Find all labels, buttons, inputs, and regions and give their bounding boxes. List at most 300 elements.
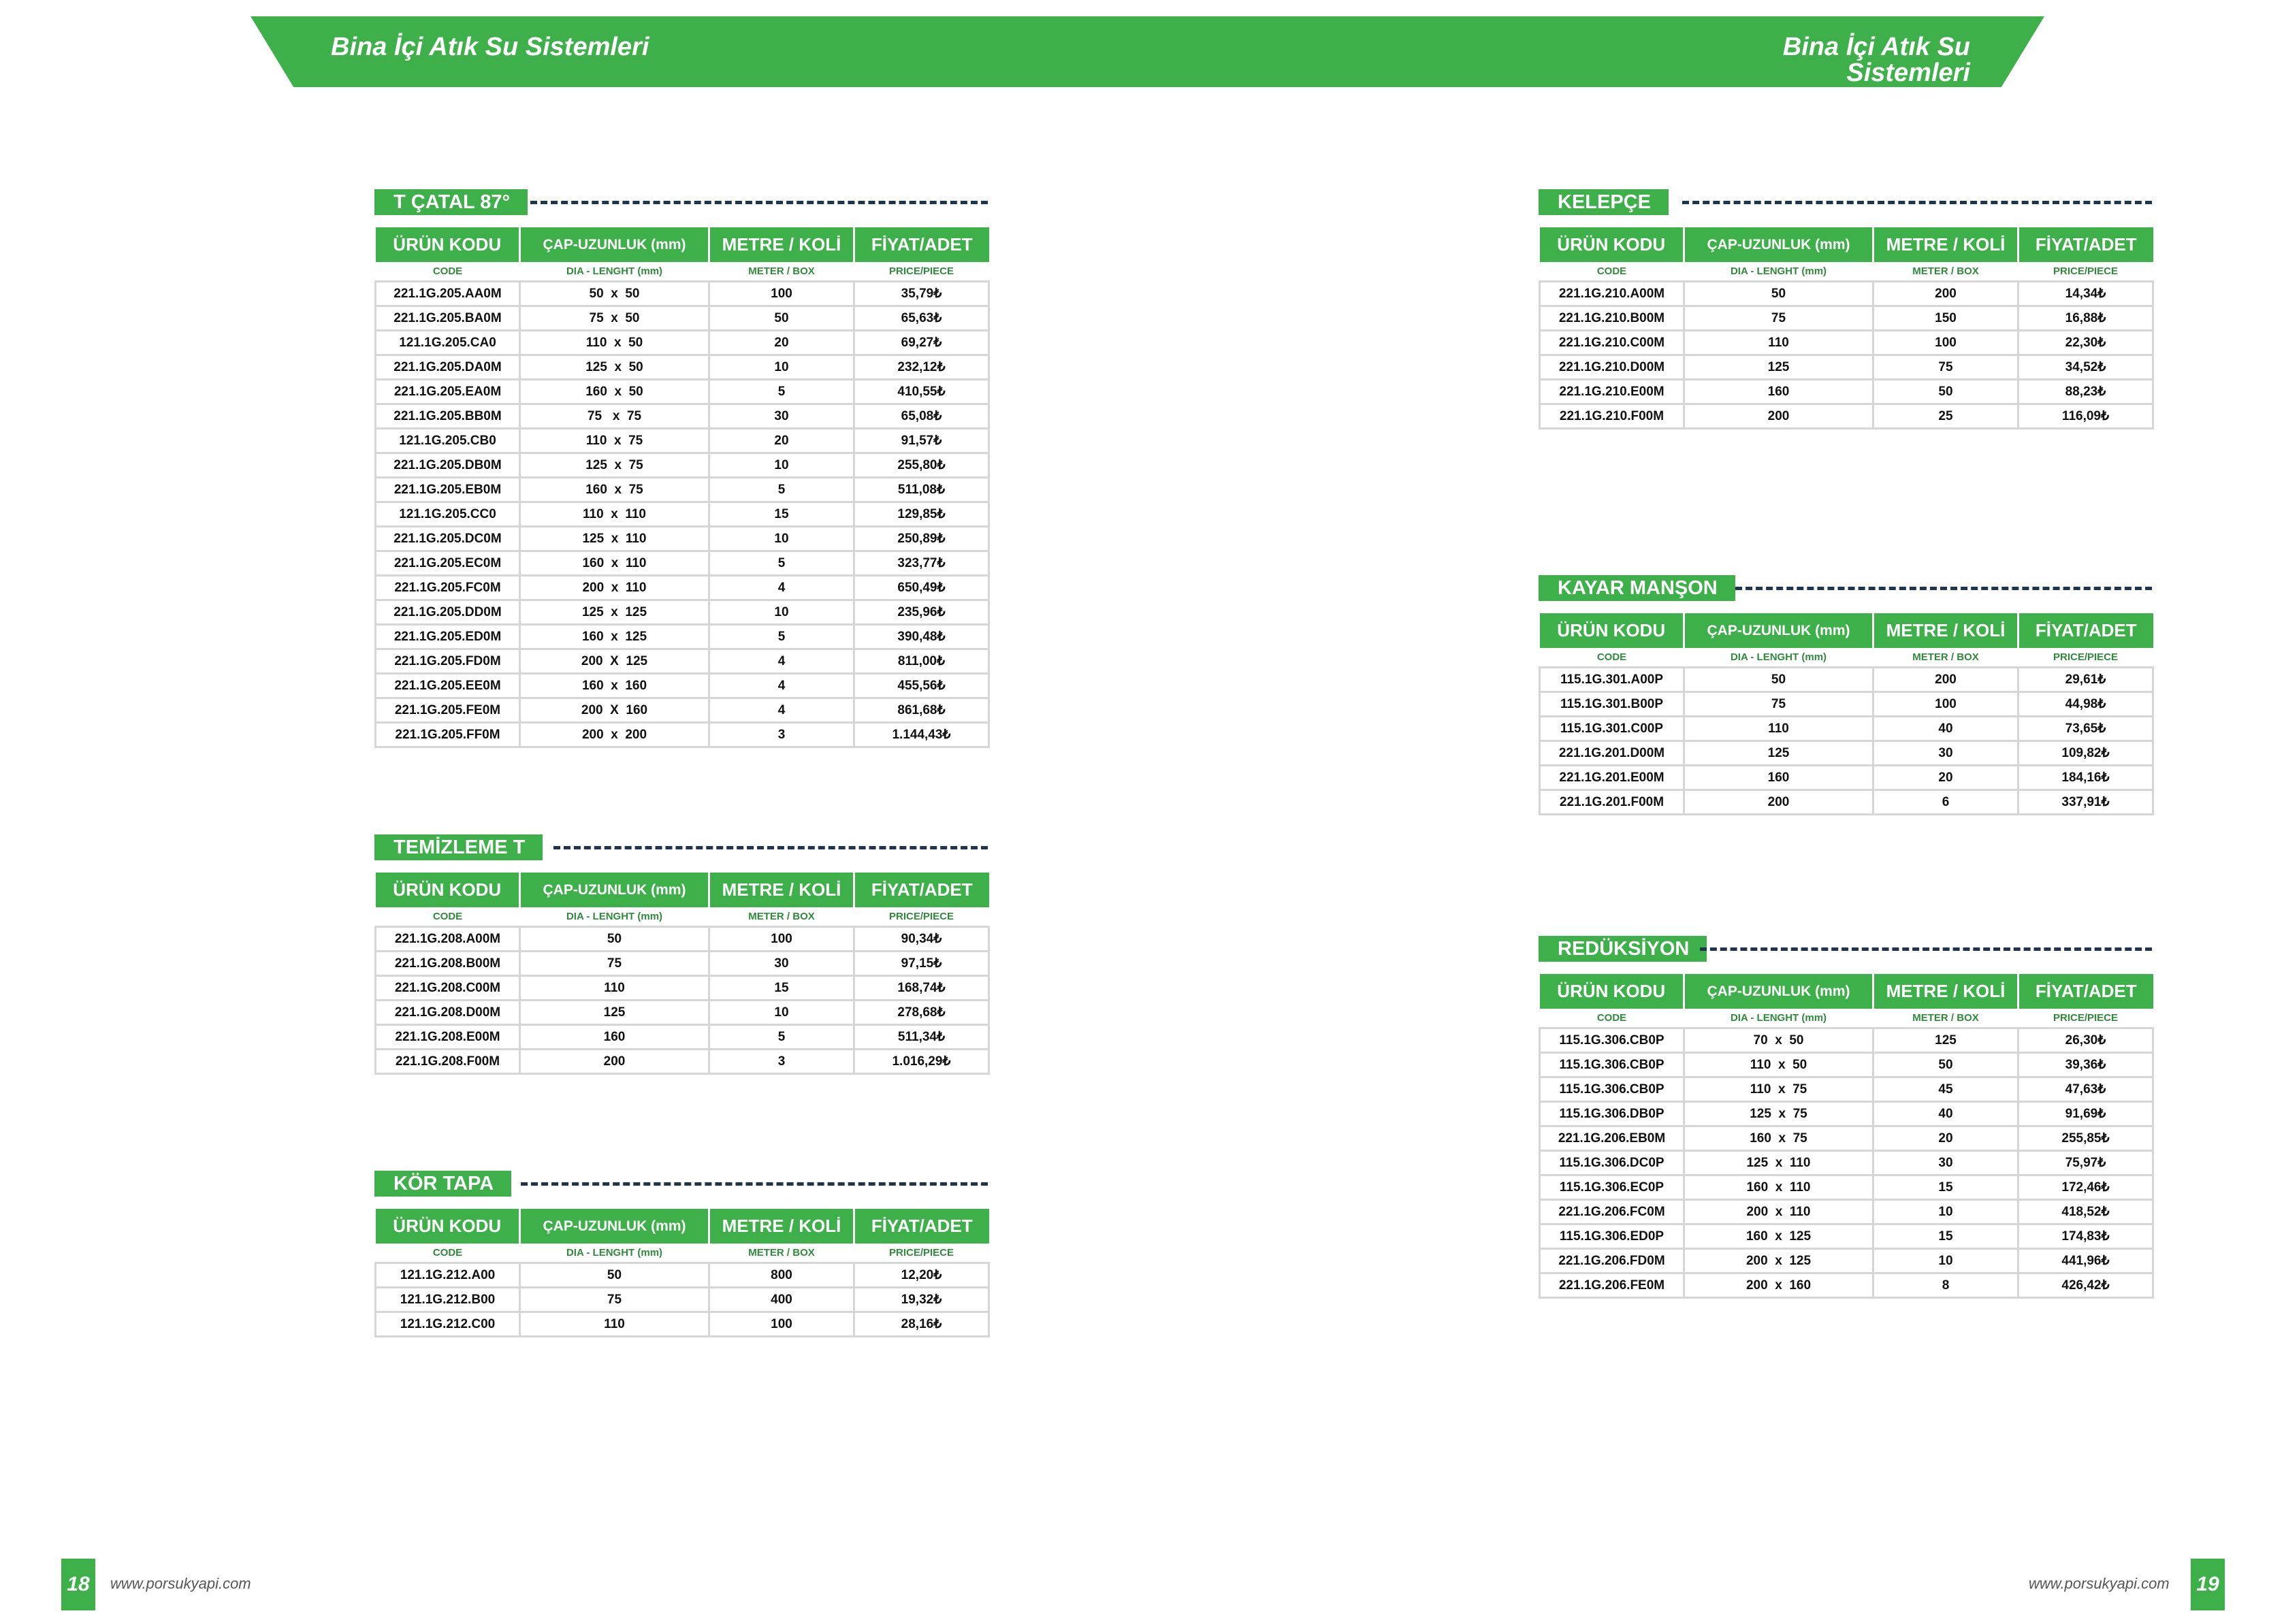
- price-table: [1539, 613, 2154, 815]
- cell-product-code: 221.1G.208.F00M: [376, 1050, 520, 1074]
- cell-price: 426,42₺: [2018, 1273, 2153, 1298]
- cell-meter-box: 10: [709, 1001, 854, 1025]
- table-row: [1540, 1126, 2153, 1151]
- subheader-price: PRICE/PIECE: [854, 907, 989, 927]
- cell-meter-box: 5: [709, 380, 854, 404]
- cell-product-code: 221.1G.201.E00M: [1540, 766, 1684, 790]
- header-row: [1540, 227, 2153, 262]
- website-url-left[interactable]: www.porsukyapi.com: [110, 1575, 251, 1592]
- subheader-price: PRICE/PIECE: [2018, 1009, 2153, 1028]
- subheader-dia-length: DIA - LENGHT (mm): [520, 262, 709, 282]
- cell-price: 65,63₺: [854, 306, 989, 331]
- cell-meter-box: 30: [709, 952, 854, 976]
- column-header-code: ÜRÜN KODU: [376, 227, 520, 262]
- cell-price: 14,34₺: [2018, 282, 2153, 306]
- table-row: [376, 453, 989, 478]
- cell-price: 1.144,43₺: [854, 723, 989, 747]
- cell-price: 22,30₺: [2018, 331, 2153, 355]
- cell-product-code: 221.1G.208.B00M: [376, 952, 520, 976]
- table-row: [1540, 1077, 2153, 1102]
- column-header-dia-length: ÇAP-UZUNLUK (mm): [520, 227, 709, 262]
- column-header-price: FİYAT/ADET: [854, 227, 989, 262]
- section-title: KÖR TAPA: [374, 1171, 511, 1197]
- cell-product-code: 221.1G.205.ED0M: [376, 625, 520, 649]
- cell-price: 337,91₺: [2018, 790, 2153, 815]
- cell-meter-box: 5: [709, 478, 854, 502]
- column-header-price: FİYAT/ADET: [2018, 974, 2153, 1009]
- table-row: [1540, 306, 2153, 331]
- column-header-meter-box: METRE / KOLİ: [1873, 227, 2018, 262]
- cell-product-code: 221.1G.205.EB0M: [376, 478, 520, 502]
- cell-dia-length: 125: [1684, 355, 1873, 380]
- subheader-code: CODE: [376, 907, 520, 927]
- table-row: [376, 674, 989, 698]
- cell-price: 250,89₺: [854, 527, 989, 551]
- subheader-dia-length: DIA - LENGHT (mm): [1684, 1009, 1873, 1028]
- column-header-price: FİYAT/ADET: [2018, 227, 2153, 262]
- section-title: TEMİZLEME T: [374, 834, 543, 860]
- subheader-price: PRICE/PIECE: [854, 262, 989, 282]
- cell-price: 811,00₺: [854, 649, 989, 674]
- table-row: [1540, 404, 2153, 429]
- cell-dia-length: 110: [1684, 717, 1873, 741]
- cell-product-code: 121.1G.205.CC0: [376, 502, 520, 527]
- cell-meter-box: 100: [1873, 692, 2018, 717]
- cell-product-code: 221.1G.205.FF0M: [376, 723, 520, 747]
- cell-price: 235,96₺: [854, 600, 989, 625]
- table-row: [376, 952, 989, 976]
- cell-meter-box: 100: [1873, 331, 2018, 355]
- cell-product-code: 221.1G.210.F00M: [1540, 404, 1684, 429]
- cell-product-code: 221.1G.205.EC0M: [376, 551, 520, 576]
- cell-dia-length: 125 x 75: [520, 453, 709, 478]
- cell-meter-box: 100: [709, 927, 854, 952]
- cell-meter-box: 15: [1873, 1224, 2018, 1249]
- dashed-divider: [1700, 947, 2152, 951]
- cell-product-code: 115.1G.301.B00P: [1540, 692, 1684, 717]
- cell-product-code: 121.1G.205.CB0: [376, 429, 520, 453]
- cell-product-code: 221.1G.205.FD0M: [376, 649, 520, 674]
- cell-product-code: 121.1G.212.B00: [376, 1288, 520, 1312]
- table-row: [376, 1312, 989, 1337]
- cell-price: 441,96₺: [2018, 1249, 2153, 1273]
- cell-price: 75,97₺: [2018, 1151, 2153, 1175]
- page-title-left: Bina İçi Atık Su Sistemleri: [331, 33, 649, 61]
- dashed-divider: [530, 201, 988, 204]
- cell-meter-box: 800: [709, 1263, 854, 1288]
- cell-price: 65,08₺: [854, 404, 989, 429]
- cell-dia-length: 50: [1684, 668, 1873, 692]
- cell-dia-length: 110 x 50: [520, 331, 709, 355]
- cell-dia-length: 200 X 160: [520, 698, 709, 723]
- cell-dia-length: 160: [1684, 766, 1873, 790]
- cell-product-code: 221.1G.205.BB0M: [376, 404, 520, 429]
- cell-meter-box: 150: [1873, 306, 2018, 331]
- table-row: [376, 478, 989, 502]
- cell-meter-box: 30: [1873, 741, 2018, 766]
- cell-dia-length: 110: [520, 1312, 709, 1337]
- column-header-code: ÜRÜN KODU: [1540, 227, 1684, 262]
- cell-dia-length: 160 x 75: [1684, 1126, 1873, 1151]
- cell-product-code: 221.1G.205.DB0M: [376, 453, 520, 478]
- section-title: REDÜKSİYON: [1539, 936, 1707, 962]
- cell-price: 390,48₺: [854, 625, 989, 649]
- subheader-code: CODE: [376, 262, 520, 282]
- cell-dia-length: 200: [1684, 404, 1873, 429]
- cell-meter-box: 30: [709, 404, 854, 429]
- cell-meter-box: 50: [1873, 1053, 2018, 1077]
- cell-meter-box: 20: [1873, 766, 2018, 790]
- table-row: [1540, 766, 2153, 790]
- subheader-row: [376, 907, 989, 927]
- cell-product-code: 221.1G.210.D00M: [1540, 355, 1684, 380]
- cell-dia-length: 50: [520, 1263, 709, 1288]
- cell-dia-length: 160 x 125: [520, 625, 709, 649]
- cell-meter-box: 100: [709, 282, 854, 306]
- section-reduksiyon: [1539, 936, 2152, 1299]
- subheader-code: CODE: [376, 1244, 520, 1263]
- subheader-meter-box: METER / BOX: [1873, 262, 2018, 282]
- cell-meter-box: 75: [1873, 355, 2018, 380]
- cell-meter-box: 30: [1873, 1151, 2018, 1175]
- section-header: [1539, 936, 2152, 962]
- cell-price: 69,27₺: [854, 331, 989, 355]
- cell-meter-box: 10: [709, 355, 854, 380]
- column-header-meter-box: METRE / KOLİ: [709, 873, 854, 907]
- cell-product-code: 115.1G.306.CB0P: [1540, 1053, 1684, 1077]
- cell-dia-length: 50: [520, 927, 709, 952]
- cell-meter-box: 20: [709, 429, 854, 453]
- table-row: [1540, 331, 2153, 355]
- cell-dia-length: 160: [1684, 380, 1873, 404]
- column-header-price: FİYAT/ADET: [854, 1209, 989, 1244]
- table-row: [1540, 1175, 2153, 1200]
- cell-dia-length: 200 x 200: [520, 723, 709, 747]
- cell-dia-length: 110 x 50: [1684, 1053, 1873, 1077]
- cell-price: 172,46₺: [2018, 1175, 2153, 1200]
- subheader-dia-length: DIA - LENGHT (mm): [1684, 648, 1873, 668]
- table-row: [376, 429, 989, 453]
- cell-dia-length: 110: [1684, 331, 1873, 355]
- cell-dia-length: 50: [1684, 282, 1873, 306]
- price-table: [374, 227, 990, 748]
- table-row: [1540, 355, 2153, 380]
- cell-price: 91,69₺: [2018, 1102, 2153, 1126]
- subheader-price: PRICE/PIECE: [854, 1244, 989, 1263]
- cell-price: 418,52₺: [2018, 1200, 2153, 1224]
- cell-product-code: 221.1G.208.E00M: [376, 1025, 520, 1050]
- cell-meter-box: 5: [709, 625, 854, 649]
- cell-price: 861,68₺: [854, 698, 989, 723]
- column-header-code: ÜRÜN KODU: [376, 1209, 520, 1244]
- dashed-divider: [521, 1182, 988, 1186]
- subheader-dia-length: DIA - LENGHT (mm): [520, 907, 709, 927]
- column-header-meter-box: METRE / KOLİ: [1873, 613, 2018, 648]
- cell-meter-box: 5: [709, 1025, 854, 1050]
- section-temizleme-t: [374, 834, 988, 1075]
- table-row: [1540, 1053, 2153, 1077]
- website-url-right[interactable]: www.porsukyapi.com: [2029, 1575, 2170, 1592]
- cell-meter-box: 5: [709, 551, 854, 576]
- table-row: [376, 1050, 989, 1074]
- cell-price: 90,34₺: [854, 927, 989, 952]
- table-row: [1540, 668, 2153, 692]
- cell-price: 184,16₺: [2018, 766, 2153, 790]
- table-row: [376, 1288, 989, 1312]
- cell-price: 34,52₺: [2018, 355, 2153, 380]
- cell-product-code: 115.1G.301.C00P: [1540, 717, 1684, 741]
- column-header-meter-box: METRE / KOLİ: [1873, 974, 2018, 1009]
- table-row: [1540, 692, 2153, 717]
- table-row: [376, 1001, 989, 1025]
- cell-price: 73,65₺: [2018, 717, 2153, 741]
- table-row: [376, 625, 989, 649]
- cell-meter-box: 25: [1873, 404, 2018, 429]
- cell-price: 455,56₺: [854, 674, 989, 698]
- cell-product-code: 221.1G.205.DC0M: [376, 527, 520, 551]
- subheader-row: [1540, 1009, 2153, 1028]
- table-row: [1540, 1028, 2153, 1053]
- section-header: [1539, 575, 2152, 601]
- cell-product-code: 221.1G.206.FE0M: [1540, 1273, 1684, 1298]
- table-row: [1540, 282, 2153, 306]
- cell-price: 232,12₺: [854, 355, 989, 380]
- cell-meter-box: 40: [1873, 717, 2018, 741]
- table-row: [1540, 1249, 2153, 1273]
- cell-dia-length: 200: [520, 1050, 709, 1074]
- cell-product-code: 115.1G.306.CB0P: [1540, 1077, 1684, 1102]
- page-number-left: 18: [61, 1559, 95, 1610]
- cell-meter-box: 20: [1873, 1126, 2018, 1151]
- cell-product-code: 221.1G.210.E00M: [1540, 380, 1684, 404]
- section-title: T ÇATAL 87°: [374, 189, 528, 215]
- cell-meter-box: 4: [709, 649, 854, 674]
- cell-dia-length: 75: [520, 952, 709, 976]
- cell-dia-length: 160: [520, 1025, 709, 1050]
- cell-price: 91,57₺: [854, 429, 989, 453]
- table-row: [376, 976, 989, 1001]
- subheader-row: [1540, 648, 2153, 668]
- cell-dia-length: 200 x 125: [1684, 1249, 1873, 1273]
- cell-product-code: 221.1G.205.EE0M: [376, 674, 520, 698]
- table-row: [376, 331, 989, 355]
- table-row: [376, 1263, 989, 1288]
- section-header: [1539, 189, 2152, 215]
- cell-product-code: 221.1G.205.EA0M: [376, 380, 520, 404]
- cell-dia-length: 160 x 75: [520, 478, 709, 502]
- cell-meter-box: 200: [1873, 668, 2018, 692]
- cell-price: 255,80₺: [854, 453, 989, 478]
- cell-product-code: 115.1G.306.ED0P: [1540, 1224, 1684, 1249]
- section-kayar-manson: [1539, 575, 2152, 815]
- cell-meter-box: 10: [709, 527, 854, 551]
- cell-meter-box: 50: [709, 306, 854, 331]
- cell-dia-length: 200 x 110: [520, 576, 709, 600]
- cell-price: 129,85₺: [854, 502, 989, 527]
- column-header-dia-length: ÇAP-UZUNLUK (mm): [1684, 227, 1873, 262]
- cell-product-code: 221.1G.208.C00M: [376, 976, 520, 1001]
- cell-meter-box: 6: [1873, 790, 2018, 815]
- cell-price: 650,49₺: [854, 576, 989, 600]
- cell-price: 44,98₺: [2018, 692, 2153, 717]
- cell-price: 47,63₺: [2018, 1077, 2153, 1102]
- cell-dia-length: 125 x 110: [520, 527, 709, 551]
- cell-product-code: 221.1G.201.F00M: [1540, 790, 1684, 815]
- cell-meter-box: 20: [709, 331, 854, 355]
- cell-price: 16,88₺: [2018, 306, 2153, 331]
- column-header-price: FİYAT/ADET: [854, 873, 989, 907]
- cell-price: 39,36₺: [2018, 1053, 2153, 1077]
- cell-product-code: 221.1G.210.C00M: [1540, 331, 1684, 355]
- subheader-dia-length: DIA - LENGHT (mm): [1684, 262, 1873, 282]
- cell-dia-length: 200: [1684, 790, 1873, 815]
- table-row: [1540, 1273, 2153, 1298]
- cell-meter-box: 200: [1873, 282, 2018, 306]
- price-table: [1539, 974, 2154, 1299]
- cell-price: 1.016,29₺: [854, 1050, 989, 1074]
- cell-meter-box: 10: [1873, 1200, 2018, 1224]
- cell-meter-box: 8: [1873, 1273, 2018, 1298]
- section-header: [374, 834, 988, 860]
- cell-dia-length: 125: [520, 1001, 709, 1025]
- cell-product-code: 221.1G.208.A00M: [376, 927, 520, 952]
- cell-product-code: 115.1G.306.DC0P: [1540, 1151, 1684, 1175]
- cell-dia-length: 110 x 75: [1684, 1077, 1873, 1102]
- cell-dia-length: 125 x 110: [1684, 1151, 1873, 1175]
- header-row: [376, 1209, 989, 1244]
- subheader-meter-box: METER / BOX: [709, 262, 854, 282]
- cell-dia-length: 125 x 75: [1684, 1102, 1873, 1126]
- cell-meter-box: 50: [1873, 380, 2018, 404]
- cell-product-code: 221.1G.205.BA0M: [376, 306, 520, 331]
- cell-product-code: 115.1G.306.DB0P: [1540, 1102, 1684, 1126]
- page-title-right: Bina İçi Atık Su Sistemleri: [1782, 33, 1970, 87]
- section-kelepce: [1539, 189, 2152, 429]
- dashed-divider: [1735, 587, 2152, 590]
- subheader-price: PRICE/PIECE: [2018, 648, 2153, 668]
- cell-product-code: 115.1G.306.CB0P: [1540, 1028, 1684, 1053]
- cell-product-code: 115.1G.301.A00P: [1540, 668, 1684, 692]
- cell-product-code: 121.1G.212.C00: [376, 1312, 520, 1337]
- cell-product-code: 115.1G.306.EC0P: [1540, 1175, 1684, 1200]
- table-row: [1540, 1224, 2153, 1249]
- table-row: [376, 502, 989, 527]
- table-row: [376, 551, 989, 576]
- dashed-divider: [553, 846, 988, 849]
- subheader-price: PRICE/PIECE: [2018, 262, 2153, 282]
- cell-product-code: 221.1G.206.FD0M: [1540, 1249, 1684, 1273]
- cell-price: 26,30₺: [2018, 1028, 2153, 1053]
- table-row: [376, 527, 989, 551]
- section-t-catal: [374, 189, 988, 748]
- cell-product-code: 221.1G.206.EB0M: [1540, 1126, 1684, 1151]
- section-title: KELEPÇE: [1539, 189, 1669, 215]
- cell-product-code: 221.1G.205.DA0M: [376, 355, 520, 380]
- cell-product-code: 121.1G.212.A00: [376, 1263, 520, 1288]
- price-table: [374, 1209, 990, 1337]
- cell-price: 88,23₺: [2018, 380, 2153, 404]
- cell-product-code: 221.1G.210.B00M: [1540, 306, 1684, 331]
- cell-dia-length: 75: [1684, 306, 1873, 331]
- table-row: [1540, 1102, 2153, 1126]
- cell-meter-box: 3: [709, 723, 854, 747]
- cell-meter-box: 10: [709, 453, 854, 478]
- cell-meter-box: 45: [1873, 1077, 2018, 1102]
- price-table: [1539, 227, 2154, 429]
- cell-dia-length: 75: [520, 1288, 709, 1312]
- cell-product-code: 221.1G.210.A00M: [1540, 282, 1684, 306]
- column-header-code: ÜRÜN KODU: [1540, 613, 1684, 648]
- cell-price: 323,77₺: [854, 551, 989, 576]
- column-header-code: ÜRÜN KODU: [1540, 974, 1684, 1009]
- cell-meter-box: 15: [709, 502, 854, 527]
- table-row: [1540, 741, 2153, 766]
- cell-meter-box: 4: [709, 576, 854, 600]
- section-header: [374, 189, 988, 215]
- table-row: [1540, 790, 2153, 815]
- section-header: [374, 1171, 988, 1197]
- cell-price: 28,16₺: [854, 1312, 989, 1337]
- cell-price: 168,74₺: [854, 976, 989, 1001]
- cell-dia-length: 200 x 160: [1684, 1273, 1873, 1298]
- cell-price: 97,15₺: [854, 952, 989, 976]
- cell-dia-length: 110 x 75: [520, 429, 709, 453]
- cell-dia-length: 160 x 50: [520, 380, 709, 404]
- table-row: [376, 355, 989, 380]
- cell-meter-box: 3: [709, 1050, 854, 1074]
- subheader-code: CODE: [1540, 262, 1684, 282]
- cell-price: 511,08₺: [854, 478, 989, 502]
- column-header-dia-length: ÇAP-UZUNLUK (mm): [1684, 974, 1873, 1009]
- cell-dia-length: 160 x 110: [520, 551, 709, 576]
- header-row: [376, 227, 989, 262]
- table-row: [376, 1025, 989, 1050]
- cell-price: 35,79₺: [854, 282, 989, 306]
- subheader-code: CODE: [1540, 1009, 1684, 1028]
- subheader-dia-length: DIA - LENGHT (mm): [520, 1244, 709, 1263]
- cell-dia-length: 160 x 110: [1684, 1175, 1873, 1200]
- cell-meter-box: 15: [1873, 1175, 2018, 1200]
- cell-price: 116,09₺: [2018, 404, 2153, 429]
- column-header-dia-length: ÇAP-UZUNLUK (mm): [1684, 613, 1873, 648]
- cell-meter-box: 400: [709, 1288, 854, 1312]
- dashed-divider: [1682, 201, 2152, 204]
- subheader-meter-box: METER / BOX: [1873, 648, 2018, 668]
- table-row: [376, 282, 989, 306]
- cell-dia-length: 110: [520, 976, 709, 1001]
- cell-dia-length: 125: [1684, 741, 1873, 766]
- section-title: KAYAR MANŞON: [1539, 575, 1735, 601]
- cell-price: 29,61₺: [2018, 668, 2153, 692]
- subheader-meter-box: METER / BOX: [1873, 1009, 2018, 1028]
- column-header-code: ÜRÜN KODU: [376, 873, 520, 907]
- cell-product-code: 221.1G.205.FE0M: [376, 698, 520, 723]
- cell-product-code: 121.1G.205.CA0: [376, 331, 520, 355]
- cell-meter-box: 4: [709, 674, 854, 698]
- cell-meter-box: 4: [709, 698, 854, 723]
- cell-meter-box: 100: [709, 1312, 854, 1337]
- table-row: [1540, 1151, 2153, 1175]
- subheader-code: CODE: [1540, 648, 1684, 668]
- table-row: [376, 404, 989, 429]
- column-header-meter-box: METRE / KOLİ: [709, 227, 854, 262]
- cell-dia-length: 160 x 160: [520, 674, 709, 698]
- table-row: [376, 698, 989, 723]
- table-row: [376, 649, 989, 674]
- cell-dia-length: 200 x 110: [1684, 1200, 1873, 1224]
- table-row: [376, 927, 989, 952]
- cell-meter-box: 10: [1873, 1249, 2018, 1273]
